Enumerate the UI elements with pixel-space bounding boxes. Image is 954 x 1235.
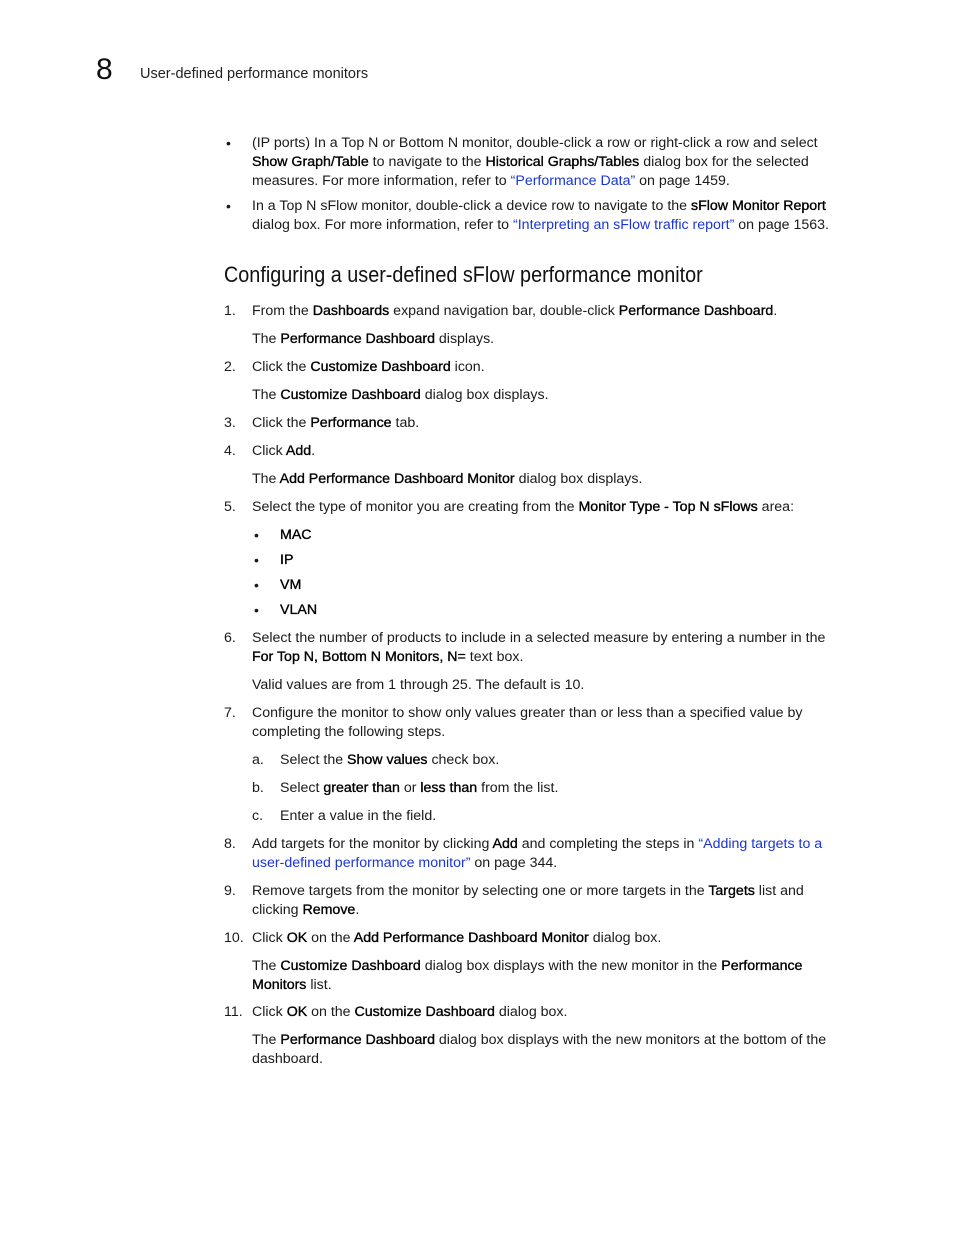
text: Valid values are from 1 through 25. The default is 10. [252,677,585,693]
ui-term: Show values [347,752,428,768]
text: The [252,471,280,487]
ui-term: Add [285,443,312,459]
text: completing the following steps. [252,724,446,740]
ui-term: Customize Dashboard [310,359,451,375]
text: to navigate to the [368,154,486,170]
bullet-icon: • [254,527,259,543]
text: on page 1459. [635,173,730,189]
text: dialog box displays. [420,387,549,403]
text: From the [252,303,313,319]
text: dialog box. For more information, refer to [252,217,514,233]
text: list. [306,977,332,993]
text: expand navigation bar, double-click [389,303,619,319]
text: The [252,387,281,403]
section-title: Configuring a user-defined sFlow performance monitor [224,262,703,287]
ui-term: Performance Dashboard [280,1032,435,1048]
text: The [252,331,281,347]
text: or [399,780,421,796]
step-number: 8. [224,836,236,852]
ui-term: greater than [323,780,400,796]
step-number: 4. [224,443,236,459]
text: . [355,902,360,918]
option-label: MAC [280,527,312,543]
text: Click the [252,359,311,375]
ui-term: Customize Dashboard [280,387,421,403]
ui-term: Show Graph/Table [252,154,369,170]
text: dialog box displays. [514,471,643,487]
text: Add targets for the monitor by clicking [252,836,493,852]
text: dashboard. [252,1051,323,1067]
text: dialog box for the selected [639,154,809,170]
bullet-icon: • [226,198,231,214]
text: on the [307,1004,355,1020]
step-number: 2. [224,359,236,375]
ui-term: Performance [721,958,803,974]
ui-term: Remove [302,902,356,918]
ui-term: Performance Dashboard [618,303,774,319]
text: measures. For more information, refer to [252,173,511,189]
substep-letter: b. [252,780,264,796]
ui-term: Add Performance Dashboard Monitor [279,471,515,487]
substep-letter: c. [252,808,264,824]
text: Remove targets from the monitor by selecting one or more targets in the [252,883,709,899]
text: dialog box displays with the new monitor in the [420,958,722,974]
text: clicking [252,902,303,918]
ui-term: Add Performance Dashboard Monitor [353,930,589,946]
text: on page 1563. [734,217,829,233]
text: and completing the steps in [517,836,699,852]
ui-term: Dashboards [312,303,390,319]
running-head: User-defined performance monitors [140,66,369,82]
ui-term: Add [492,836,518,852]
text: dialog box displays with the new monitors at the bottom of the [434,1032,827,1048]
text: on page 344. [470,855,558,871]
text: area: [757,499,795,515]
text: dialog box. [494,1004,568,1020]
text: Click the [252,415,311,431]
option-label: VLAN [280,602,318,618]
ui-term: sFlow Monitor Report [691,198,826,214]
text: In a Top N sFlow monitor, double-click a device row to navigate to the [252,198,691,214]
ui-term: Performance [310,415,392,431]
step-number: 10. [224,930,244,946]
text: on the [307,930,354,946]
text: Click [252,443,286,459]
ui-term: Historical Graphs/Tables [485,154,640,170]
ui-term: less than [420,780,478,796]
text: The [252,1032,281,1048]
step-number: 5. [224,499,236,515]
bullet-icon: • [226,135,231,151]
text: The [252,958,281,974]
text: check box. [427,752,500,768]
text: Select [280,780,324,796]
bullet-icon: • [254,602,259,618]
step-number: 11. [224,1004,243,1020]
ui-term: Customize Dashboard [354,1004,495,1020]
text: . [311,443,316,459]
bullet-icon: • [254,552,259,568]
ui-term: Performance Dashboard [280,331,435,347]
step-number: 9. [224,883,236,899]
ui-term: Customize Dashboard [280,958,421,974]
ui-term: Monitors [252,977,307,993]
text: . [773,303,778,319]
performance-data-link[interactable]: “Performance Data” [510,173,636,189]
text: (IP ports) In a Top N or Bottom N monitor, double-click a row or right-click a row and select [252,135,818,151]
substep-letter: a. [252,752,264,768]
text: Configure the monitor to show only values greater than or less than a specified value by [252,705,803,721]
text: dialog box. [588,930,662,946]
step-number: 7. [224,705,236,721]
option-label: VM [280,577,302,593]
adding-targets-link-cont[interactable]: user-defined performance monitor” [252,855,471,871]
ui-term: OK [286,930,308,946]
sflow-traffic-report-link[interactable]: “Interpreting an sFlow traffic report” [513,217,735,233]
chapter-number: 8 [96,53,113,86]
text: Click [252,930,287,946]
adding-targets-link[interactable]: “Adding targets to a [698,836,823,852]
text: displays. [434,331,495,347]
text: Select the [280,752,348,768]
bullet-icon: • [254,577,259,593]
text: from the list. [477,780,559,796]
option-label: IP [280,552,294,568]
text: Enter a value in the field. [280,808,437,824]
step-number: 6. [224,630,236,646]
ui-term: Monitor Type - Top N sFlows [578,499,758,515]
text: text box. [465,649,524,665]
ui-term: OK [286,1004,308,1020]
text: Select the number of products to include in a selected measure by entering a number in the [252,630,826,646]
step-number: 3. [224,415,236,431]
text: Click [252,1004,287,1020]
ui-term: For Top N, Bottom N Monitors, N= [252,649,466,665]
step-number: 1. [224,303,236,319]
text: list and [754,883,804,899]
ui-term: Targets [708,883,755,899]
text: Select the type of monitor you are creating from the [252,499,579,515]
text: tab. [391,415,420,431]
text: icon. [450,359,485,375]
